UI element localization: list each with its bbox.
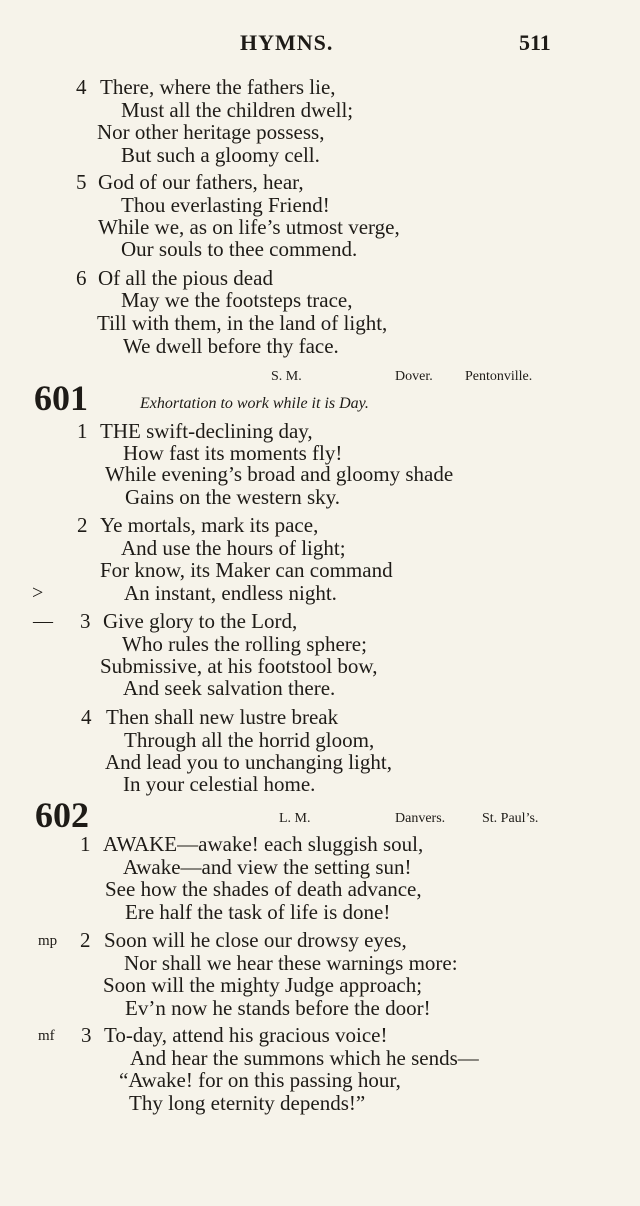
verse-line: To-day, attend his gracious voice! [104,1023,388,1047]
verse-line: For know, its Maker can command [100,558,393,582]
hymn-title: Exhortation to work while it is Day. [140,395,369,412]
stanza-number: 2 [80,928,91,952]
verse-line: Thou everlasting Friend! [121,193,330,217]
verse-line: And lead you to unchanging light, [105,750,392,774]
verse-line: Of all the pious dead [98,266,273,290]
dynamic-mark: mp [38,933,58,949]
verse-line: Soon will the mighty Judge approach; [103,973,423,997]
verse-line: Give glory to the Lord, [103,609,298,633]
verse-line: Ev’n now he stands before the door! [125,996,431,1020]
verse-line: See how the shades of death advance, [105,877,422,901]
stanza-number: 6 [76,266,87,290]
dynamic-mark: — [33,610,53,632]
hymn-number: 601 [34,378,88,418]
stanza-number: 1 [77,419,88,443]
verse-line: Nor shall we hear these warnings more: [124,951,458,975]
hymn-number: 602 [35,795,89,835]
meter: L. M. [279,811,311,826]
tune-name: Dover. [395,369,433,384]
verse-line: Till with them, in the land of light, [97,311,388,335]
verse-line: Our souls to thee commend. [121,237,358,261]
verse-line: While we, as on life’s utmost verge, [98,215,400,239]
verse-line: We dwell before thy face. [123,334,339,358]
verse-line: Through all the horrid gloom, [124,728,375,752]
verse-line: Awake—and view the setting sun! [123,855,412,879]
verse-line: THE swift-declining day, [100,419,313,443]
stanza-number: 3 [80,609,91,633]
verse-line: There, where the fathers lie, [100,75,336,99]
verse-line: While evening’s broad and gloomy shade [105,462,454,486]
meter: S. M. [271,369,302,384]
verse-line: “Awake! for on this passing hour, [119,1068,401,1092]
verse-line: Then shall new lustre break [106,705,339,729]
verse-line: An instant, endless night. [124,581,337,605]
verse-line: Who rules the rolling sphere; [122,632,367,656]
verse-line: In your celestial home. [123,772,316,796]
verse-line: Ere half the task of life is done! [125,900,391,924]
verse-line: How fast its moments fly! [123,441,343,465]
page-number: 511 [519,30,551,55]
verse-line: And seek salvation there. [123,676,336,700]
verse-line: And hear the summons which he sends— [130,1046,479,1070]
stanza-number: 5 [76,170,87,194]
verse-line: Soon will he close our drowsy eyes, [104,928,407,952]
stanza-number: 1 [80,832,91,856]
verse-line: Nor other heritage possess, [97,120,325,144]
stanza-number: 4 [76,75,87,99]
verse-line: But such a gloomy cell. [121,143,320,167]
dynamic-mark: > [32,582,44,604]
verse-line: Submissive, at his footstool bow, [100,654,378,678]
verse-line: Thy long eternity depends!” [129,1091,366,1115]
stanza-number: 4 [81,705,92,729]
tune-name: Pentonville. [465,369,533,384]
verse-line: Must all the children dwell; [121,98,354,122]
dynamic-mark: mf [38,1028,55,1044]
tune-name: St. Paul’s. [482,811,539,826]
verse-line: God of our fathers, hear, [98,170,304,194]
stanza-number: 3 [81,1023,92,1047]
verse-line: Gains on the western sky. [125,485,341,509]
verse-line: Ye mortals, mark its pace, [100,513,319,537]
verse-line: AWAKE—awake! each sluggish soul, [103,832,424,856]
tune-name: Danvers. [395,811,446,826]
verse-line: And use the hours of light; [121,536,346,560]
running-title: HYMNS. [240,30,334,55]
stanza-number: 2 [77,513,88,537]
verse-line: May we the footsteps trace, [121,288,353,312]
